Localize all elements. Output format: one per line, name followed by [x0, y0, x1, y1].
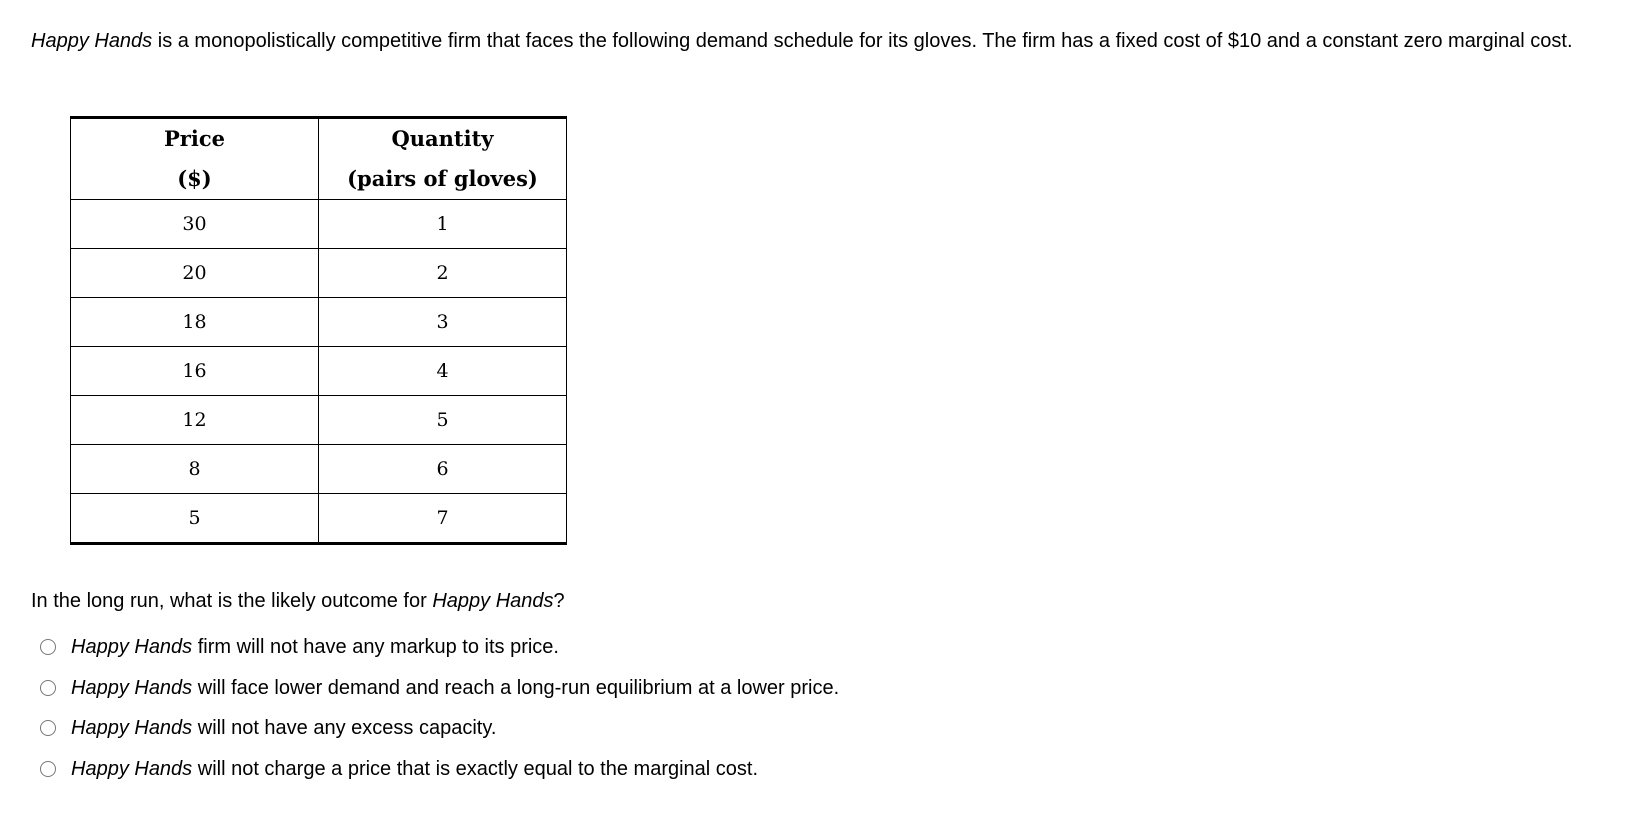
price-column-header: Price ($): [71, 118, 319, 200]
price-cell: 20: [71, 249, 319, 298]
table-row: [71, 494, 567, 544]
quantity-column-header: Quantity (pairs of gloves): [319, 118, 567, 200]
answer-option-label: Happy Hands will face lower demand and reach a long-run equilibrium at a lower price.: [71, 676, 840, 699]
answer-options: [40, 627, 839, 789]
table-row: [71, 347, 567, 396]
table-row: [71, 445, 567, 494]
quantity-cell: 1: [319, 200, 567, 249]
quantity-cell: 4: [319, 347, 567, 396]
answer-option-3[interactable]: [40, 708, 839, 749]
quantity-cell: 5: [319, 396, 567, 445]
price-cell: 18: [71, 298, 319, 347]
radio-button[interactable]: [40, 680, 56, 696]
table-row: [71, 249, 567, 298]
quantity-cell: 3: [319, 298, 567, 347]
quantity-cell: 7: [319, 494, 567, 544]
table-header-row: [71, 118, 567, 200]
table-row: [71, 396, 567, 445]
price-cell: 30: [71, 200, 319, 249]
demand-schedule-table: [70, 116, 567, 545]
intro-text: is a monopolistically competitive firm that faces the following demand schedule for its gloves. The firm has a fixed cost of $10 and a constant zero marginal cost.: [152, 30, 1573, 52]
answer-option-label: Happy Hands will not have any excess capacity.: [71, 717, 497, 740]
price-cell: 8: [71, 445, 319, 494]
price-cell: 5: [71, 494, 319, 544]
table-row: [71, 298, 567, 347]
answer-option-2[interactable]: [40, 668, 839, 709]
radio-button[interactable]: [40, 639, 56, 655]
answer-option-1[interactable]: [40, 627, 839, 668]
quantity-cell: 6: [319, 445, 567, 494]
radio-button[interactable]: [40, 761, 56, 777]
question-prompt: In the long run, what is the likely outcome for Happy Hands?: [31, 590, 565, 612]
table-row: [71, 200, 567, 249]
answer-option-label: Happy Hands will not charge a price that is exactly equal to the marginal cost.: [71, 757, 759, 780]
firm-name: Happy Hands: [31, 30, 153, 52]
price-cell: 16: [71, 347, 319, 396]
quantity-cell: 2: [319, 249, 567, 298]
firm-name: Happy Hands: [432, 590, 554, 612]
radio-button[interactable]: [40, 720, 56, 736]
question-intro: [31, 28, 1591, 54]
price-cell: 12: [71, 396, 319, 445]
answer-option-label: Happy Hands firm will not have any markup to its price.: [71, 636, 559, 659]
answer-option-4[interactable]: [40, 749, 839, 790]
